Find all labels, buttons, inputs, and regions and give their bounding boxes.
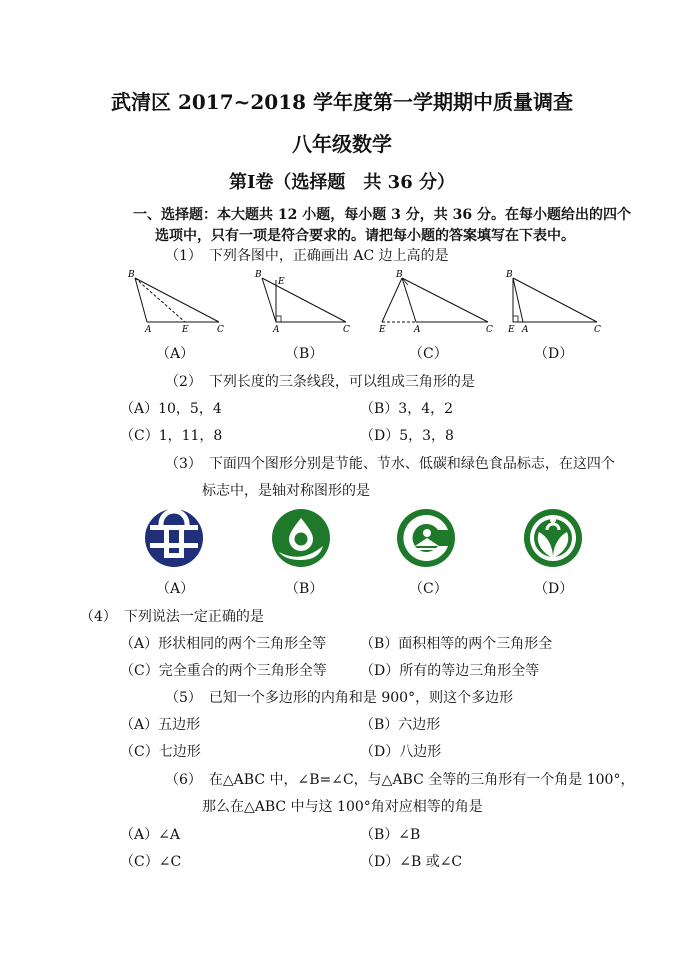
q6-option-d: （D）∠B 或∠C <box>360 854 463 870</box>
q3-label-a: （A） <box>156 581 195 597</box>
energy-saving-logo-icon <box>144 508 204 568</box>
point-label-c: C <box>343 325 350 335</box>
point-label-c: C <box>594 325 601 335</box>
subject-title: 八年级数学 <box>292 132 392 156</box>
q1-label-a: （A） <box>156 346 195 362</box>
green-food-logo-icon <box>523 508 583 568</box>
point-label-a: A <box>414 325 421 335</box>
q3-label-c: （C） <box>409 581 448 597</box>
q6-stem-line-1: （6） 在△ABC 中，∠B=∠C，与△ABC 全等的三角形有一个角是 100°， <box>165 772 635 788</box>
q6-stem-line-2: 那么在△ABC 中与这 100°角对应相等的角是 <box>202 799 483 815</box>
q4-option-a: （A）形状相同的两个三角形全等 <box>120 636 327 652</box>
point-label-a: A <box>273 325 280 335</box>
low-carbon-logo-icon <box>396 508 456 568</box>
q3-stem-line-1: （3） 下面四个图形分别是节能、节水、低碳和绿色食品标志，在这四个 <box>165 456 615 472</box>
q6-option-b: （B）∠B <box>360 827 421 843</box>
q1-label-c: （C） <box>409 346 448 362</box>
water-saving-logo-icon <box>271 508 331 568</box>
q3-label-b: （B） <box>285 581 324 597</box>
q5-option-d: （D）八边形 <box>360 744 442 760</box>
q5-option-a: （A）五边形 <box>120 717 201 733</box>
point-label-e: E <box>379 325 386 335</box>
point-label-c: C <box>217 325 224 335</box>
q1-label-d: （D） <box>534 346 574 362</box>
q1-label-b: （B） <box>285 346 324 362</box>
section-title: 第Ⅰ卷（选择题 共 36 分） <box>228 172 455 193</box>
point-label-e: E <box>182 325 189 335</box>
point-label-c: C <box>486 325 493 335</box>
q6-option-a: （A）∠A <box>120 827 180 843</box>
instructions-line-1: 一、选择题：本大题共 12 小题，每小题 3 分，共 36 分。在每小题给出的四个 <box>133 207 631 223</box>
q2-option-d: （D）5，3，8 <box>360 428 454 444</box>
point-label-b: B <box>255 270 262 280</box>
q3-stem-line-2: 标志中，是轴对称图形的是 <box>202 483 370 499</box>
q5-option-b: （B）六边形 <box>360 717 441 733</box>
q4-option-c: （C）完全重合的两个三角形全等 <box>120 663 327 679</box>
q4-stem: （4） 下列说法一定正确的是 <box>80 609 264 625</box>
q1-figure-b <box>252 270 352 335</box>
instructions-line-2: 选项中，只有一项是符合要求的。请把每小题的答案填写在下表中。 <box>155 228 575 244</box>
q5-option-c: （C）七边形 <box>120 744 201 760</box>
point-label-a: A <box>145 325 152 335</box>
q4-option-d: （D）所有的等边三角形全等 <box>360 663 540 679</box>
q6-option-c: （C）∠C <box>120 854 182 870</box>
point-label-a: A <box>522 325 529 335</box>
q4-option-b: （B）面积相等的两个三角形全 <box>360 636 553 652</box>
point-label-b: B <box>506 270 513 280</box>
q5-stem: （5） 已知一个多边形的内角和是 900°，则这个多边形 <box>165 690 514 706</box>
q2-option-b: （B）3，4，2 <box>360 401 454 417</box>
point-label-e: E <box>278 277 285 287</box>
point-label-e: E <box>508 325 515 335</box>
q1-figure-a <box>125 270 225 335</box>
q1-figure-c <box>376 270 496 335</box>
q1-stem: （1） 下列各图中，正确画出 AC 边上高的是 <box>165 248 449 264</box>
point-label-b: B <box>128 270 135 280</box>
q2-option-c: （C）1，11，8 <box>120 428 223 444</box>
q1-figure-d <box>503 270 603 335</box>
q2-stem: （2） 下列长度的三条线段，可以组成三角形的是 <box>165 374 475 390</box>
q3-label-d: （D） <box>534 581 574 597</box>
page-title: 武清区 2017~2018 学年度第一学期期中质量调查 <box>110 90 573 114</box>
q2-option-a: （A）10，5，4 <box>120 401 222 417</box>
point-label-b: B <box>396 270 403 280</box>
